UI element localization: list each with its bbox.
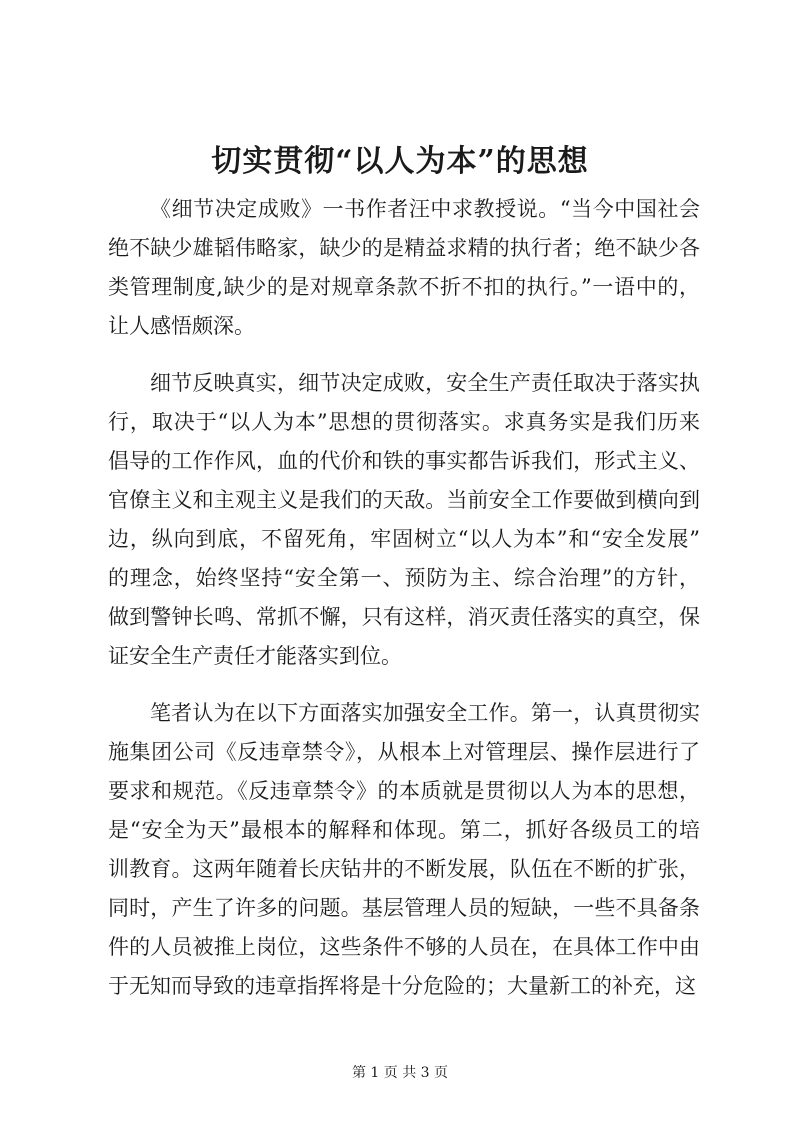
page-footer: 第 1 页 共 3 页: [351, 1065, 449, 1081]
document-body: [108, 190, 700, 1024]
paragraph-line: 笔者认为在以下方面落实加强安全工作。第一，认真贯彻实: [150, 701, 700, 725]
paragraph-line: 官僚主义和主观主义是我们的天敌。当前安全工作要做到横向到: [108, 488, 700, 512]
paragraph-line: 要求和规范。《反违章禁令》的本质就是贯彻以人为本的思想，: [108, 779, 700, 803]
paragraph-line: 证安全生产责任才能落实到位。: [108, 644, 402, 668]
paragraph-line: 训教育。这两年随着长庆钻井的不断发展，队伍在不断的扩张，: [108, 857, 700, 881]
paragraph-line: 施集团公司《反违章禁令》，从根本上对管理层、操作层进行了: [108, 740, 700, 764]
paragraph-line: 绝不缺少雄韬伟略家，缺少的是精益求精的执行者；绝不缺少各: [108, 236, 700, 260]
paragraph: [108, 694, 700, 1006]
paragraph-line: 《细节决定成败》一书作者汪中求教授说。“当今中国社会: [150, 197, 700, 221]
paragraph-line: 类管理制度,缺少的是对规章条款不折不扣的执行。”一语中的，: [108, 275, 700, 299]
paragraph-line: 细节反映真实，细节决定成败，安全生产责任取决于落实执: [150, 371, 700, 395]
paragraph-line: 是“安全为天”最根本的解释和体现。第二，抓好各级员工的培: [108, 818, 700, 842]
document-title: 切实贯彻“以人为本”的思想: [211, 144, 589, 179]
paragraph-line: 让人感悟颇深。: [108, 314, 255, 338]
paragraph-line: 行，取决于“以人为本”思想的贯彻落实。求真务实是我们历来: [108, 410, 700, 434]
paragraph-line: 于无知而导致的违章指挥将是十分危险的；大量新工的补充，这: [108, 974, 696, 998]
paragraph-line: 件的人员被推上岗位，这些条件不够的人员在，在具体工作中由: [108, 935, 700, 959]
paragraph-line: 的理念，始终坚持“安全第一、预防为主、综合治理”的方针，: [108, 566, 700, 590]
paragraph-line: 做到警钟长鸣、常抓不懈，只有这样，消灭责任落实的真空，保: [108, 605, 700, 629]
paragraph-line: 倡导的工作作风，血的代价和铁的事实都告诉我们，形式主义、: [108, 449, 700, 473]
paragraph: [108, 364, 700, 676]
paragraph: [108, 190, 700, 346]
paragraph-line: 同时，产生了许多的问题。基层管理人员的短缺，一些不具备条: [108, 896, 700, 920]
paragraph-line: 边，纵向到底，不留死角，牢固树立“以人为本”和“安全发展”: [108, 527, 700, 551]
